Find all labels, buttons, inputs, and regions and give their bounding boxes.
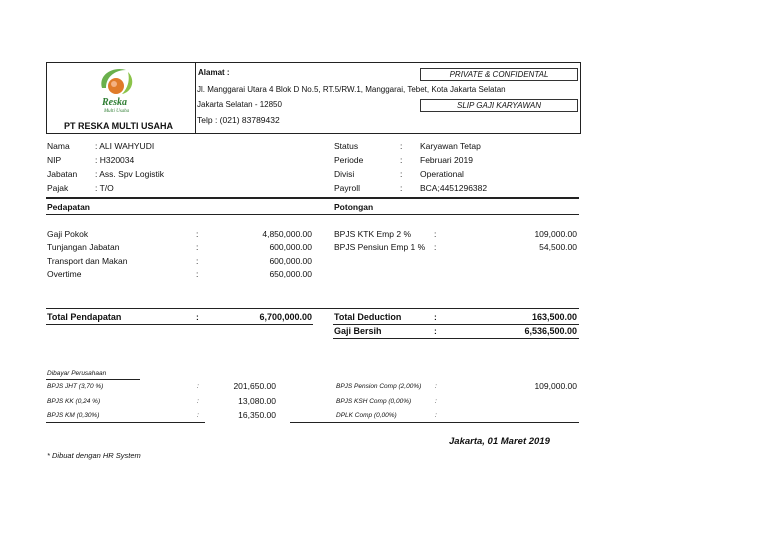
field-value: BCA;4451296382: [420, 183, 488, 193]
total-income-amount: 6,700,000.00: [259, 312, 312, 322]
company-name: PT RESKA MULTI USAHA: [64, 121, 173, 131]
benefit-amount: 109,000.00: [534, 381, 577, 391]
income-label: Transport dan Makan: [47, 256, 128, 266]
deduction-colon: :: [434, 242, 437, 252]
field-label: Pajak: [47, 183, 69, 193]
benefit-colon: :: [435, 383, 437, 390]
deduction-colon: :: [434, 229, 437, 239]
field-label: Nama: [47, 141, 70, 151]
benefit-label: BPJS KK (0,24 %): [47, 398, 101, 405]
deduction-heading: Potongan: [334, 202, 374, 212]
benefit-colon: :: [197, 412, 199, 419]
deduction-amount: 54,500.00: [539, 242, 577, 252]
total-income-colon: :: [196, 312, 199, 322]
field-colon: :: [400, 183, 403, 193]
benefit-label: DPLK Comp (0,00%): [336, 412, 397, 419]
slip-title-badge: SLIP GAJI KARYAWAN: [420, 99, 578, 112]
benefit-amount: 201,650.00: [233, 381, 276, 391]
address-line1: Jl. Manggarai Utara 4 Blok D No.5, RT.5/RW.1, Manggarai, Tebet, Kota Jakarta Selatan: [197, 85, 506, 94]
income-amount: 600,000.00: [269, 256, 312, 266]
deduction-label: BPJS Pensiun Emp 1 %: [334, 242, 426, 252]
benefit-colon: :: [435, 412, 437, 419]
field-value: : H320034: [95, 155, 135, 165]
logo-wordmark: Reska: [102, 97, 127, 108]
field-label: NIP: [47, 155, 62, 165]
income-label: Tunjangan Jabatan: [47, 242, 120, 252]
field-value: : Ass. Spv Logistik: [95, 169, 164, 179]
net-salary-label: Gaji Bersih: [334, 326, 382, 336]
deduction-label: BPJS KTK Emp 2 %: [334, 229, 411, 239]
net-salary-colon: :: [434, 326, 437, 336]
field-value: Operational: [420, 169, 464, 179]
income-amount: 650,000.00: [269, 269, 312, 279]
total-deduction-colon: :: [434, 312, 437, 322]
benefit-label: BPJS KSH Comp (0,00%): [336, 398, 412, 405]
benefit-label: BPJS Pension Comp (2,00%): [336, 383, 422, 390]
phone-number: Telp : (021) 83789432: [197, 115, 280, 125]
income-label: Gaji Pokok: [47, 229, 89, 239]
field-value: : T/O: [95, 183, 114, 193]
benefit-label: BPJS JHT (3,70 %): [47, 383, 104, 390]
field-colon: :: [400, 155, 403, 165]
field-label: Periode: [334, 155, 364, 165]
footnote: * Dibuat dengan HR System: [47, 451, 141, 460]
field-value: Februari 2019: [420, 155, 473, 165]
benefit-colon: :: [435, 398, 437, 405]
total-deduction-amount: 163,500.00: [531, 312, 577, 322]
net-salary-amount: 6,536,500.00: [524, 326, 577, 336]
logo-subtext: Multi Usaha: [104, 109, 130, 114]
field-colon: :: [400, 169, 403, 179]
field-value: Karyawan Tetap: [420, 141, 481, 151]
income-label: Overtime: [47, 269, 82, 279]
place-date: Jakarta, 01 Maret 2019: [449, 436, 550, 447]
income-colon: :: [196, 256, 199, 266]
income-colon: :: [196, 242, 199, 252]
total-income-label: Total Pendapatan: [47, 312, 122, 322]
benefit-label: BPJS KM (0,30%): [47, 412, 100, 419]
income-amount: 600,000.00: [269, 242, 312, 252]
company-paid-heading: Dibayar Perusahaan: [47, 370, 107, 377]
deduction-amount: 109,000.00: [534, 229, 577, 239]
income-colon: :: [196, 229, 199, 239]
field-colon: :: [400, 141, 403, 151]
income-colon: :: [196, 269, 199, 279]
benefit-colon: :: [197, 383, 199, 390]
address-line2: Jakarta Selatan - 12850: [197, 100, 282, 109]
field-label: Payroll: [334, 183, 360, 193]
income-amount: 4,850,000.00: [262, 229, 312, 239]
confidential-badge: PRIVATE & CONFIDENTAL: [420, 68, 578, 81]
benefit-amount: 13,080.00: [238, 396, 276, 406]
field-label: Jabatan: [47, 169, 78, 179]
total-deduction-label: Total Deduction: [334, 312, 402, 322]
field-label: Divisi: [334, 169, 355, 179]
benefit-colon: :: [197, 398, 199, 405]
address-label: Alamat :: [198, 68, 230, 77]
income-heading: Pedapatan: [47, 202, 90, 212]
field-label: Status: [334, 141, 359, 151]
benefit-amount: 16,350.00: [238, 410, 276, 420]
field-value: : ALI WAHYUDI: [95, 141, 155, 151]
